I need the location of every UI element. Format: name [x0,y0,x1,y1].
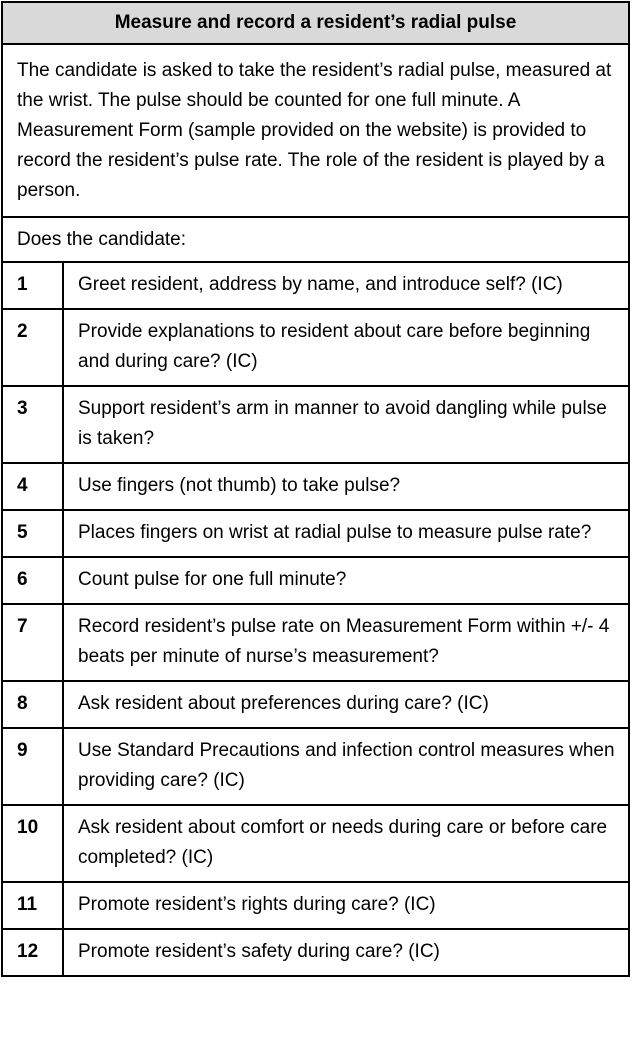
step-row [3,604,628,681]
step-text: Promote resident’s safety during care? (IC) [63,929,628,975]
step-row [3,463,628,510]
step-text: Use Standard Precautions and infection control measures when providing care? (IC) [63,728,628,805]
step-text: Ask resident about preferences during care? (IC) [63,681,628,728]
step-text: Use fingers (not thumb) to take pulse? [63,463,628,510]
step-number: 8 [3,681,63,728]
step-row [3,510,628,557]
step-number: 11 [3,882,63,929]
step-number: 4 [3,463,63,510]
step-number: 2 [3,309,63,386]
step-text: Count pulse for one full minute? [63,557,628,604]
step-row [3,386,628,463]
step-row [3,929,628,975]
step-row [3,728,628,805]
skill-checklist-table [1,1,630,977]
steps-table [3,263,628,975]
step-row [3,681,628,728]
checklist-intro: The candidate is asked to take the resident’s radial pulse, measured at the wrist. The pulse should be counted for one full minute. A Measurement Form (sample provided on the website) is provided to record the resident’s pulse rate. The role of the resident is played by a person. [3,45,628,218]
step-text: Places fingers on wrist at radial pulse to measure pulse rate? [63,510,628,557]
step-text: Record resident’s pulse rate on Measurement Form within +/- 4 beats per minute of nurse’s measurement? [63,604,628,681]
step-text: Promote resident’s rights during care? (IC) [63,882,628,929]
step-row [3,263,628,309]
step-text: Greet resident, address by name, and introduce self? (IC) [78,274,563,295]
checklist-title: Measure and record a resident’s radial pulse [3,3,628,45]
step-row [3,882,628,929]
step-number: 9 [3,728,63,805]
step-number: 1 [3,263,63,309]
step-number: 6 [3,557,63,604]
step-number: 12 [3,929,63,975]
step-row [3,309,628,386]
step-number: 3 [3,386,63,463]
step-number: 5 [3,510,63,557]
checklist-question: Does the candidate: [3,218,628,263]
step-text: Support resident’s arm in manner to avoid dangling while pulse is taken? [63,386,628,463]
step-row [3,557,628,604]
step-text: Ask resident about comfort or needs during care or before care completed? (IC) [63,805,628,882]
step-row [3,805,628,882]
step-number: 10 [3,805,63,882]
step-text: Provide explanations to resident about care before beginning and during care? (IC) [63,309,628,386]
step-number: 7 [3,604,63,681]
